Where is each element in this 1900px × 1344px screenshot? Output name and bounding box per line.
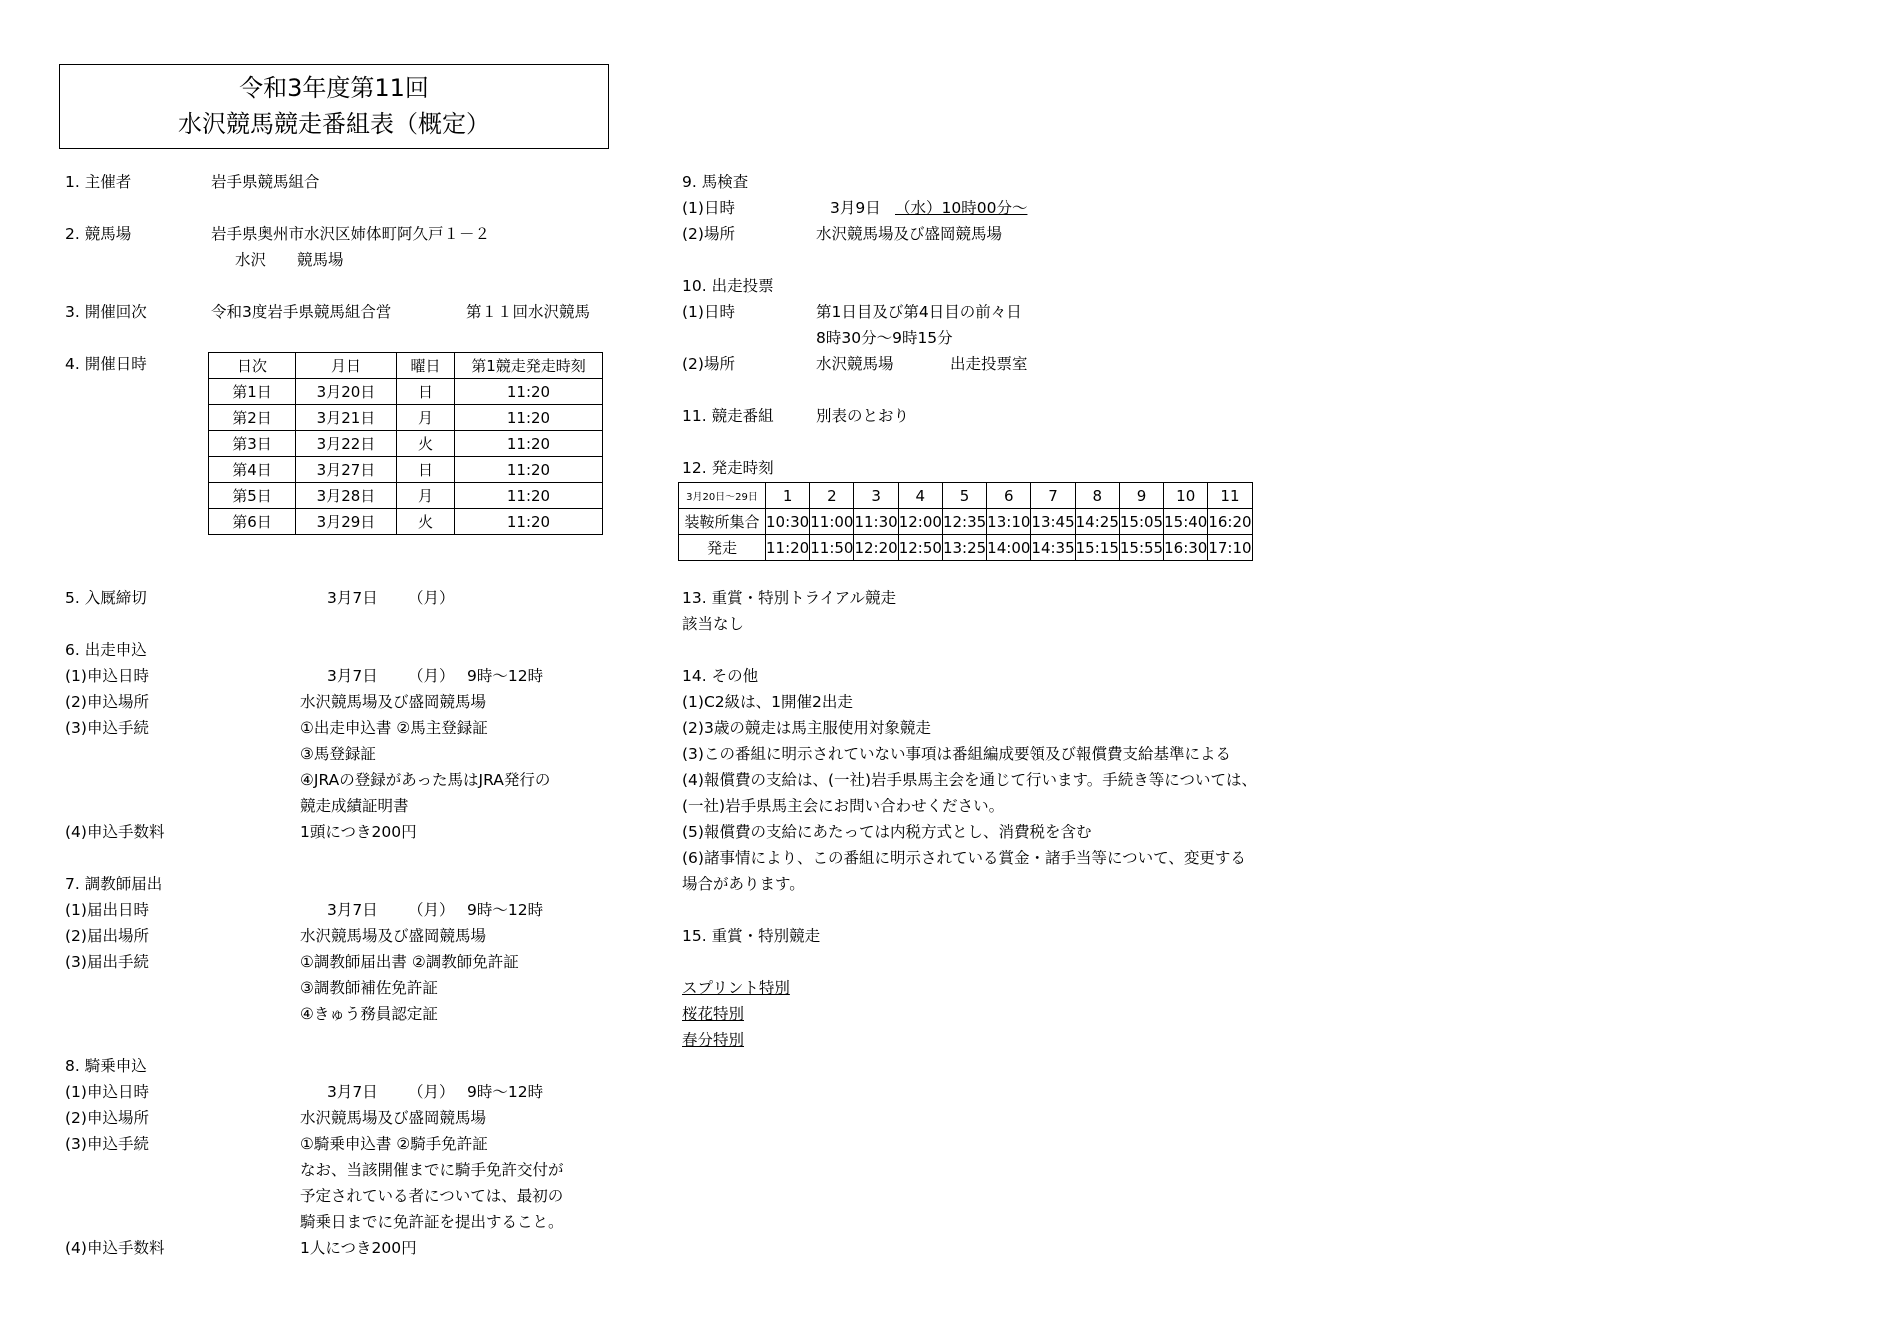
s8-label: 8. 騎乗申込 <box>65 1057 147 1075</box>
s13-label: 13. 重賞・特別トライアル競走 <box>682 589 897 607</box>
race-number: 8 <box>1075 483 1119 509</box>
table-row <box>209 405 603 431</box>
s8-l4: (4)申込手数料 <box>65 1239 165 1257</box>
s7-dow: （月） <box>408 901 455 919</box>
table-row <box>209 509 603 535</box>
s7-p1: ①調教師届出書 ②調教師免許証 <box>300 953 519 971</box>
s6-time: 9時～12時 <box>467 667 544 685</box>
row-label: 装鞍所集合 <box>679 509 766 535</box>
s11-label: 11. 競走番組 <box>682 407 774 425</box>
s8-fee: 1人につき200円 <box>300 1239 417 1257</box>
s3-value-1: 令和3度岩手県競馬組合営 <box>211 303 392 321</box>
s9-time: （水）10時00分～ <box>895 199 1028 217</box>
special-race-link[interactable]: スプリント特別 <box>682 979 790 997</box>
s6-label: 6. 出走申込 <box>65 641 147 659</box>
s3-value-2: 第１１回水沢競馬 <box>466 303 591 321</box>
s8-time: 9時～12時 <box>467 1083 544 1101</box>
s10-room: 出走投票室 <box>950 355 1028 373</box>
table-row <box>209 457 603 483</box>
header-cell: 日次 <box>209 353 296 379</box>
s7-time: 9時～12時 <box>467 901 544 919</box>
table-cell: 日 <box>397 379 455 405</box>
time-cell: 12:35 <box>942 509 986 535</box>
time-cell: 15:40 <box>1164 509 1208 535</box>
s2-value-2: 水沢 競馬場 <box>235 251 344 269</box>
time-cell: 10:30 <box>766 509 810 535</box>
table-cell: 11:20 <box>455 509 603 535</box>
race-number: 2 <box>810 483 854 509</box>
s6-place: 水沢競馬場及び盛岡競馬場 <box>300 693 487 711</box>
s13-value: 該当なし <box>682 615 745 633</box>
race-number: 6 <box>987 483 1031 509</box>
s10-place: 水沢競馬場 <box>816 355 894 373</box>
s14-line: (4)報償費の支給は、(一社)岩手県馬主会を通じて行います。手続き等については、 <box>682 771 1258 789</box>
s8-l2: (2)申込場所 <box>65 1109 149 1127</box>
time-cell: 13:10 <box>987 509 1031 535</box>
s8-place: 水沢競馬場及び盛岡競馬場 <box>300 1109 487 1127</box>
s7-l3: (3)届出手続 <box>65 953 149 971</box>
s6-dow: （月） <box>408 667 455 685</box>
s2-value-1: 岩手県奥州市水沢区姉体町阿久戸１－２ <box>211 225 491 243</box>
table-cell: 11:20 <box>455 379 603 405</box>
s7-date: 3月7日 <box>327 901 378 919</box>
time-cell: 12:50 <box>898 535 942 561</box>
s2-label: 2. 競馬場 <box>65 225 132 243</box>
race-number: 3 <box>854 483 898 509</box>
s14-line: (5)報償費の支給にあたっては内税方式とし、消費税を含む <box>682 823 1092 841</box>
table-row <box>209 379 603 405</box>
s6-date: 3月7日 <box>327 667 378 685</box>
table-row <box>679 509 1253 535</box>
row-label: 発走 <box>679 535 766 561</box>
s7-l1: (1)届出日時 <box>65 901 149 919</box>
s4-label: 4. 開催日時 <box>65 355 147 373</box>
table-cell: 火 <box>397 509 455 535</box>
special-race-link[interactable]: 桜花特別 <box>682 1005 745 1023</box>
time-cell: 12:00 <box>898 509 942 535</box>
special-race-link[interactable]: 春分特別 <box>682 1031 745 1049</box>
table-cell: 11:20 <box>455 405 603 431</box>
s8-p3: 予定されている者については、最初の <box>300 1187 564 1205</box>
s6-fee: 1頭につき200円 <box>300 823 417 841</box>
s3-label: 3. 開催回次 <box>65 303 147 321</box>
s10-l1: (1)日時 <box>682 303 735 321</box>
s9-label: 9. 馬検査 <box>682 173 749 191</box>
s6-l1: (1)申込日時 <box>65 667 149 685</box>
race-number: 9 <box>1119 483 1163 509</box>
table-cell: 11:20 <box>455 431 603 457</box>
table-cell: 火 <box>397 431 455 457</box>
time-cell: 16:30 <box>1164 535 1208 561</box>
time-cell: 12:20 <box>854 535 898 561</box>
time-cell: 11:30 <box>854 509 898 535</box>
race-number: 10 <box>1164 483 1208 509</box>
s10-label: 10. 出走投票 <box>682 277 774 295</box>
table-row <box>679 535 1253 561</box>
table-cell: 第2日 <box>209 405 296 431</box>
corner-cell: 3月20日～29日 <box>679 483 766 509</box>
s7-place: 水沢競馬場及び盛岡競馬場 <box>300 927 487 945</box>
s12-label: 12. 発走時刻 <box>682 459 774 477</box>
table-cell: 月 <box>397 405 455 431</box>
s8-p2: なお、当該開催までに騎手免許交付が <box>300 1161 564 1179</box>
s9-place: 水沢競馬場及び盛岡競馬場 <box>816 225 1003 243</box>
time-cell: 13:25 <box>942 535 986 561</box>
s8-dow: （月） <box>408 1083 455 1101</box>
table-header-row <box>679 483 1253 509</box>
table-cell: 3月28日 <box>296 483 397 509</box>
race-number: 7 <box>1031 483 1075 509</box>
s8-l1: (1)申込日時 <box>65 1083 149 1101</box>
s15-label: 15. 重賞・特別競走 <box>682 927 821 945</box>
s1-value: 岩手県競馬組合 <box>211 173 320 191</box>
s6-p2: ③馬登録証 <box>300 745 376 763</box>
s7-label: 7. 調教師届出 <box>65 875 163 893</box>
race-number: 1 <box>766 483 810 509</box>
table-cell: 3月20日 <box>296 379 397 405</box>
s9-l2: (2)場所 <box>682 225 735 243</box>
time-cell: 14:25 <box>1075 509 1119 535</box>
table-cell: 3月21日 <box>296 405 397 431</box>
time-cell: 13:45 <box>1031 509 1075 535</box>
header-cell: 月日 <box>296 353 397 379</box>
s6-l3: (3)申込手続 <box>65 719 149 737</box>
start-time-table <box>678 482 1253 561</box>
s8-date: 3月7日 <box>327 1083 378 1101</box>
s8-p1: ①騎乗申込書 ②騎手免許証 <box>300 1135 488 1153</box>
table-cell: 第3日 <box>209 431 296 457</box>
table-cell: 月 <box>397 483 455 509</box>
time-cell: 11:00 <box>810 509 854 535</box>
time-cell: 11:20 <box>766 535 810 561</box>
s9-l1: (1)日時 <box>682 199 735 217</box>
table-cell: 第1日 <box>209 379 296 405</box>
table-cell: 第6日 <box>209 509 296 535</box>
s7-p2: ③調教師補佐免許証 <box>300 979 438 997</box>
time-cell: 17:10 <box>1208 535 1252 561</box>
table-row <box>209 431 603 457</box>
table-cell: 3月29日 <box>296 509 397 535</box>
time-cell: 16:20 <box>1208 509 1252 535</box>
s5-date: 3月7日 <box>327 589 378 607</box>
s9-date: 3月9日 <box>830 199 881 217</box>
title-line-1: 令和3年度第11回 <box>239 74 429 102</box>
s8-l3: (3)申込手続 <box>65 1135 149 1153</box>
title-line-2: 水沢競馬競走番組表（概定） <box>178 110 490 138</box>
time-cell: 15:55 <box>1119 535 1163 561</box>
table-cell: 第5日 <box>209 483 296 509</box>
s14-line: 場合があります。 <box>682 875 805 893</box>
s1-label: 1. 主催者 <box>65 173 132 191</box>
s6-p1: ①出走申込書 ②馬主登録証 <box>300 719 488 737</box>
s10-v2: 8時30分～9時15分 <box>816 329 953 347</box>
table-cell: 第4日 <box>209 457 296 483</box>
s6-p3: ④JRAの登録があった馬はJRA発行の <box>300 771 551 789</box>
s6-l2: (2)申込場所 <box>65 693 149 711</box>
time-cell: 15:05 <box>1119 509 1163 535</box>
table-cell: 11:20 <box>455 457 603 483</box>
s6-l4: (4)申込手数料 <box>65 823 165 841</box>
table-cell: 日 <box>397 457 455 483</box>
race-number: 4 <box>898 483 942 509</box>
time-cell: 11:50 <box>810 535 854 561</box>
s14-line: (一社)岩手県馬主会にお問い合わせください。 <box>682 797 1005 815</box>
s10-l2: (2)場所 <box>682 355 735 373</box>
s14-line: (6)諸事情により、この番組に明示されている賞金・諸手当等について、変更する <box>682 849 1246 867</box>
header-cell: 曜日 <box>397 353 455 379</box>
table-cell: 3月27日 <box>296 457 397 483</box>
time-cell: 14:35 <box>1031 535 1075 561</box>
table-cell: 3月22日 <box>296 431 397 457</box>
title-box <box>59 64 609 149</box>
s14-label: 14. その他 <box>682 667 759 685</box>
table-row <box>209 483 603 509</box>
s8-p4: 騎乗日までに免許証を提出すること。 <box>300 1213 564 1231</box>
s11-value: 別表のとおり <box>816 407 910 425</box>
s6-p4: 競走成績証明書 <box>300 797 409 815</box>
race-dates-table <box>208 352 603 535</box>
table-header-row <box>209 353 603 379</box>
s5-dow: （月） <box>408 589 455 607</box>
s7-p3: ④きゅう務員認定証 <box>300 1005 438 1023</box>
s7-l2: (2)届出場所 <box>65 927 149 945</box>
header-cell: 第1競走発走時刻 <box>455 353 603 379</box>
time-cell: 14:00 <box>987 535 1031 561</box>
s14-line: (2)3歳の競走は馬主服使用対象競走 <box>682 719 931 737</box>
race-number: 11 <box>1208 483 1252 509</box>
race-number: 5 <box>942 483 986 509</box>
s14-line: (1)C2級は、1開催2出走 <box>682 693 853 711</box>
table-cell: 11:20 <box>455 483 603 509</box>
s10-v1: 第1日目及び第4日目の前々日 <box>816 303 1022 321</box>
s14-line: (3)この番組に明示されていない事項は番組編成要領及び報償費支給基準による <box>682 745 1231 763</box>
time-cell: 15:15 <box>1075 535 1119 561</box>
s5-label: 5. 入厩締切 <box>65 589 147 607</box>
